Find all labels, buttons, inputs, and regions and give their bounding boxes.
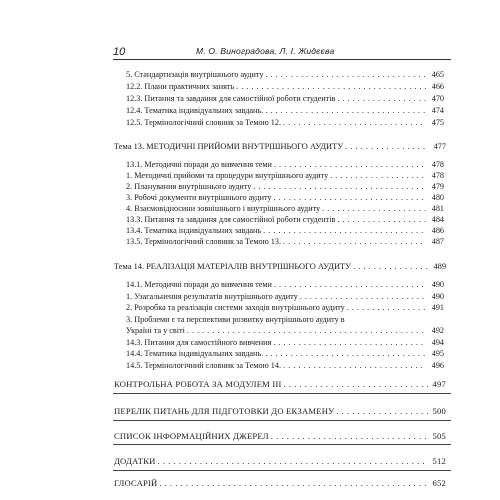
toc-leader	[336, 405, 428, 417]
toc-entry-page: 494	[431, 338, 444, 347]
running-head: М. О. Виноградова, Л. І. Жидєєва	[196, 46, 335, 56]
toc-entry-label: ДОДАТКИ	[114, 456, 156, 466]
toc-entry-page: 477	[433, 142, 446, 151]
toc-leader	[283, 360, 426, 372]
toc-entry-label: 14.1. Методичні поради до вивчення теми	[126, 280, 272, 289]
toc-entry-page: 484	[431, 215, 444, 224]
toc-entry-page: 496	[431, 361, 444, 370]
toc-entry-label: СПИСОК ІНФОРМАЦІЙНИХ ДЖЕРЕЛ	[114, 431, 269, 441]
toc-entry-page: 474	[431, 106, 444, 115]
toc-leader	[187, 325, 426, 337]
section-divider	[113, 470, 451, 471]
toc-entry-label: 2. Планування внутрішнього аудиту	[126, 182, 252, 191]
toc-entry-label: Тема 14. РЕАЛІЗАЦІЯ МАТЕРІАЛІВ ВНУТРІШНЬОГО АУДИТУ	[114, 262, 352, 271]
toc-entry-page: 505	[432, 431, 446, 441]
toc-entry-label: 5. Стандартизація внутрішнього аудиту	[126, 70, 264, 79]
toc-entry	[126, 105, 444, 117]
toc-entry	[126, 279, 444, 291]
toc-entry-label: 3. Проблеми є та перспективи розвитку внутрішнього аудиту в	[126, 315, 345, 324]
toc-entry-page: 490	[431, 280, 444, 289]
toc-leader	[265, 348, 426, 360]
toc-section-heading	[114, 378, 446, 390]
toc-entry-label: 14.4. Тематика індивідуальних завдань.	[126, 349, 264, 358]
toc-entry-label: 4. Взаємовідносини зовнішнього і внутрішнього аудиту	[126, 204, 321, 213]
toc-entry-page: 481	[431, 204, 444, 213]
toc-leader	[271, 430, 428, 442]
toc-entry-continuation	[126, 325, 444, 337]
toc-entry-label: 14.5. Термінологічний словник за Темою 14.	[126, 361, 282, 370]
toc-entry-label: 13.3. Питання та завдання для самостійної роботи студентів	[126, 215, 336, 224]
toc-section-heading	[114, 430, 446, 442]
toc-entry-page: 478	[431, 160, 444, 169]
toc-leader	[274, 279, 426, 291]
toc-entry-page: 495	[431, 349, 444, 358]
toc-entry-label: 12.2. Плани практичних занять	[126, 82, 235, 91]
toc-section-heading	[114, 455, 446, 467]
toc-entry-page: 465	[431, 70, 444, 79]
toc-entry	[126, 117, 444, 129]
toc-entry-label: 12.3. Питання та завдання для самостійної роботи студентів	[126, 94, 336, 103]
toc-entry-label: 3. Робочі документи внутрішнього аудиту	[126, 193, 272, 202]
toc-entry-label: ПЕРЕЛІК ПИТАНЬ ДЛЯ ПІДГОТОВКИ ДО ЕКЗАМЕНУ	[114, 406, 335, 416]
toc-entry-label: 12.4. Тематика індивідуальних завдань.	[126, 106, 264, 115]
toc-entry-label: КОНТРОЛЬНА РОБОТА ЗА МОДУЛЕМ ІІІ	[114, 379, 282, 389]
toc-entry-page: 652	[432, 478, 446, 488]
toc-entry-label: 1. Методичні прийоми та процедури внутрішнього аудиту	[126, 171, 329, 180]
toc-entry-page: 479	[431, 182, 444, 191]
toc-entry-page: 475	[431, 118, 444, 127]
toc-entry-label: 13.5. Термінологічний словник за Темою 13.	[126, 237, 282, 246]
toc-entry-page: 500	[432, 406, 446, 416]
toc-entry-label: 1. Узагальнення результатів внутрішнього аудиту	[126, 292, 298, 301]
toc-entry-label: ГЛОСАРІЙ	[114, 478, 158, 488]
toc-entry-label: 12.5. Термінологічний словник за Темою 12.	[126, 118, 282, 127]
toc-leader	[345, 141, 428, 153]
section-divider	[113, 420, 451, 421]
toc-leader	[158, 455, 428, 467]
toc-leader	[283, 236, 426, 248]
toc-entry-page: 491	[431, 303, 444, 312]
toc-entry-label: 2. Розробка та реалізація системи заходів внутрішнього аудиту	[126, 303, 345, 312]
toc-leader	[353, 261, 428, 273]
header-rule	[113, 59, 451, 60]
toc-entry-page: 487	[431, 237, 444, 246]
toc-section-heading	[114, 477, 446, 489]
toc-leader	[347, 302, 426, 314]
toc-leader	[159, 477, 428, 489]
toc-entry	[126, 69, 444, 81]
toc-entry	[126, 93, 444, 105]
toc-entry-page: 512	[432, 456, 446, 466]
toc-entry-page: 492	[431, 326, 444, 335]
toc-entry	[126, 236, 444, 248]
toc-entry-label: Тема 13. МЕТОДИЧНІ ПРИЙОМИ ВНУТРІШНЬОГО АУДИТУ	[114, 142, 344, 151]
toc-entry-page: 470	[431, 94, 444, 103]
toc-leader	[337, 93, 426, 105]
toc-topic-heading	[114, 141, 446, 153]
toc-leader	[283, 117, 426, 129]
toc-entry-label: 13.4. Тематика індивідуальних завдань	[126, 226, 262, 235]
toc-entry-page: 478	[431, 171, 444, 180]
page-number: 10	[113, 46, 126, 58]
toc-section-heading	[114, 405, 446, 417]
toc-leader	[265, 105, 426, 117]
toc-entry-label: 14.3. Питання для самостійного вивчення	[126, 338, 272, 347]
toc-entry-page: 497	[432, 379, 446, 389]
section-divider	[113, 444, 451, 445]
toc-entry	[126, 302, 444, 314]
toc-entry-page: 480	[431, 193, 444, 202]
toc-entry	[126, 360, 444, 372]
toc-leader	[265, 69, 426, 81]
section-divider	[113, 393, 451, 394]
toc-entry-page: 489	[433, 262, 446, 271]
toc-entry-page: 486	[431, 226, 444, 235]
toc-leader	[284, 378, 428, 390]
toc-entry	[126, 348, 444, 360]
toc-topic-heading	[114, 261, 446, 273]
toc-entry-label: Україні та у світі	[126, 326, 185, 335]
toc-entry	[126, 81, 444, 93]
toc-entry-page: 466	[431, 82, 444, 91]
toc-entry-label: 13.1. Методичні поради до вивчення теми	[126, 160, 272, 169]
toc-leader	[236, 81, 426, 93]
toc-entry-page: 490	[431, 292, 444, 301]
